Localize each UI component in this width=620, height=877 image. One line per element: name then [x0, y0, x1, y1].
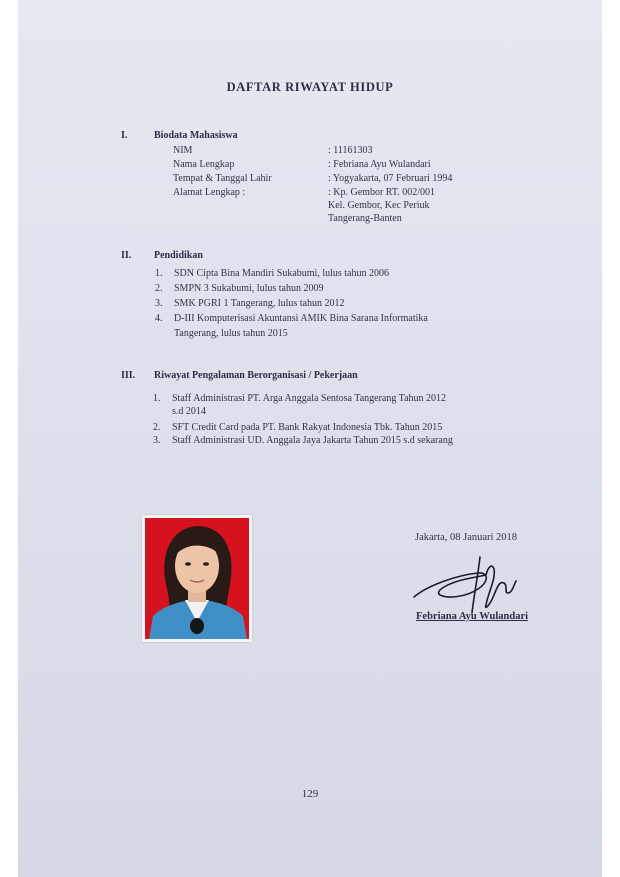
- list-item: [153, 392, 553, 418]
- place-and-date: Jakarta, 08 Januari 2018: [415, 532, 518, 543]
- biodata-value: : Yogyakarta, 07 Februari 1994: [328, 173, 453, 184]
- list-item-number: 4.: [155, 313, 163, 324]
- section-pendidikan-heading: [121, 250, 421, 264]
- list-item-text: Staff Administrasi UD. Anggala Jaya Jakarta Tahun 2015 s.d sekarang: [172, 435, 453, 446]
- list-item-text: Staff Administrasi PT. Arga Anggala Sentosa Tangerang Tahun 2012: [172, 393, 447, 404]
- student-photo: [142, 515, 252, 642]
- section-title: Riwayat Pengalaman Berorganisasi / Pekerjaan: [154, 370, 358, 381]
- list-item-number: 2.: [155, 283, 163, 294]
- list-item: [155, 266, 535, 281]
- signature-icon: [408, 545, 538, 620]
- list-item-text: SDN Cipta Bina Mandiri Sukabumi, lulus tahun 2006: [174, 268, 389, 279]
- section-number: III.: [121, 370, 136, 381]
- signer-name: Febriana Ayu Wulandari: [416, 611, 529, 622]
- biodata-label: Tempat & Tanggal Lahir: [173, 173, 272, 184]
- list-item-number: 1.: [155, 268, 163, 279]
- biodata-value: : Kp. Gembor RT. 002/001 Kel. Gembor, Kec Periuk Tangerang-Banten: [328, 187, 435, 224]
- list-item-text: Tangerang, lulus tahun 2015: [174, 328, 288, 339]
- section-biodata-heading: [121, 130, 421, 144]
- document-title: DAFTAR RIWAYAT HIDUP: [226, 80, 394, 94]
- biodata-label: Alamat Lengkap :: [173, 187, 246, 198]
- section-title: Pendidikan: [154, 250, 203, 261]
- list-item-text: SMK PGRI 1 Tangerang, lulus tahun 2012: [174, 298, 345, 309]
- list-item-number: 2.: [153, 422, 161, 433]
- list-item: [155, 311, 535, 341]
- list-item-text: SFT Credit Card pada PT. Bank Rakyat Indonesia Tbk. Tahun 2015: [172, 422, 443, 433]
- pendidikan-list: [155, 266, 535, 341]
- biodata-row-nama: [173, 159, 493, 172]
- biodata-row-alamat: [173, 187, 493, 229]
- list-item: [153, 421, 553, 434]
- section-title: Biodata Mahasiswa: [154, 130, 238, 141]
- pengalaman-list: [153, 392, 553, 447]
- document-page: [18, 0, 602, 877]
- list-item: [155, 281, 535, 296]
- section-pengalaman-heading: [121, 370, 481, 384]
- biodata-row-nim: [173, 145, 493, 158]
- biodata-row-ttl: [173, 173, 493, 186]
- list-item-number: 3.: [153, 435, 161, 446]
- list-item-text: D-III Komputerisasi Akuntansi AMIK Bina Sarana Informatika: [174, 313, 428, 324]
- list-item-number: 1.: [153, 393, 161, 404]
- biodata-value: : Febriana Ayu Wulandari: [328, 159, 431, 170]
- list-item-number: 3.: [155, 298, 163, 309]
- list-item-text: s.d 2014: [172, 406, 206, 417]
- page-number: 129: [301, 788, 319, 800]
- list-item: [153, 434, 553, 447]
- biodata-value: : 11161303: [328, 145, 373, 156]
- section-number: II.: [121, 250, 132, 261]
- section-number: I.: [121, 130, 128, 141]
- biodata-label: Nama Lengkap: [173, 159, 235, 170]
- portrait-icon: [145, 518, 249, 639]
- biodata-label: NIM: [173, 145, 193, 156]
- list-item-text: SMPN 3 Sukabumi, lulus tahun 2009: [174, 283, 324, 294]
- list-item: [155, 296, 535, 311]
